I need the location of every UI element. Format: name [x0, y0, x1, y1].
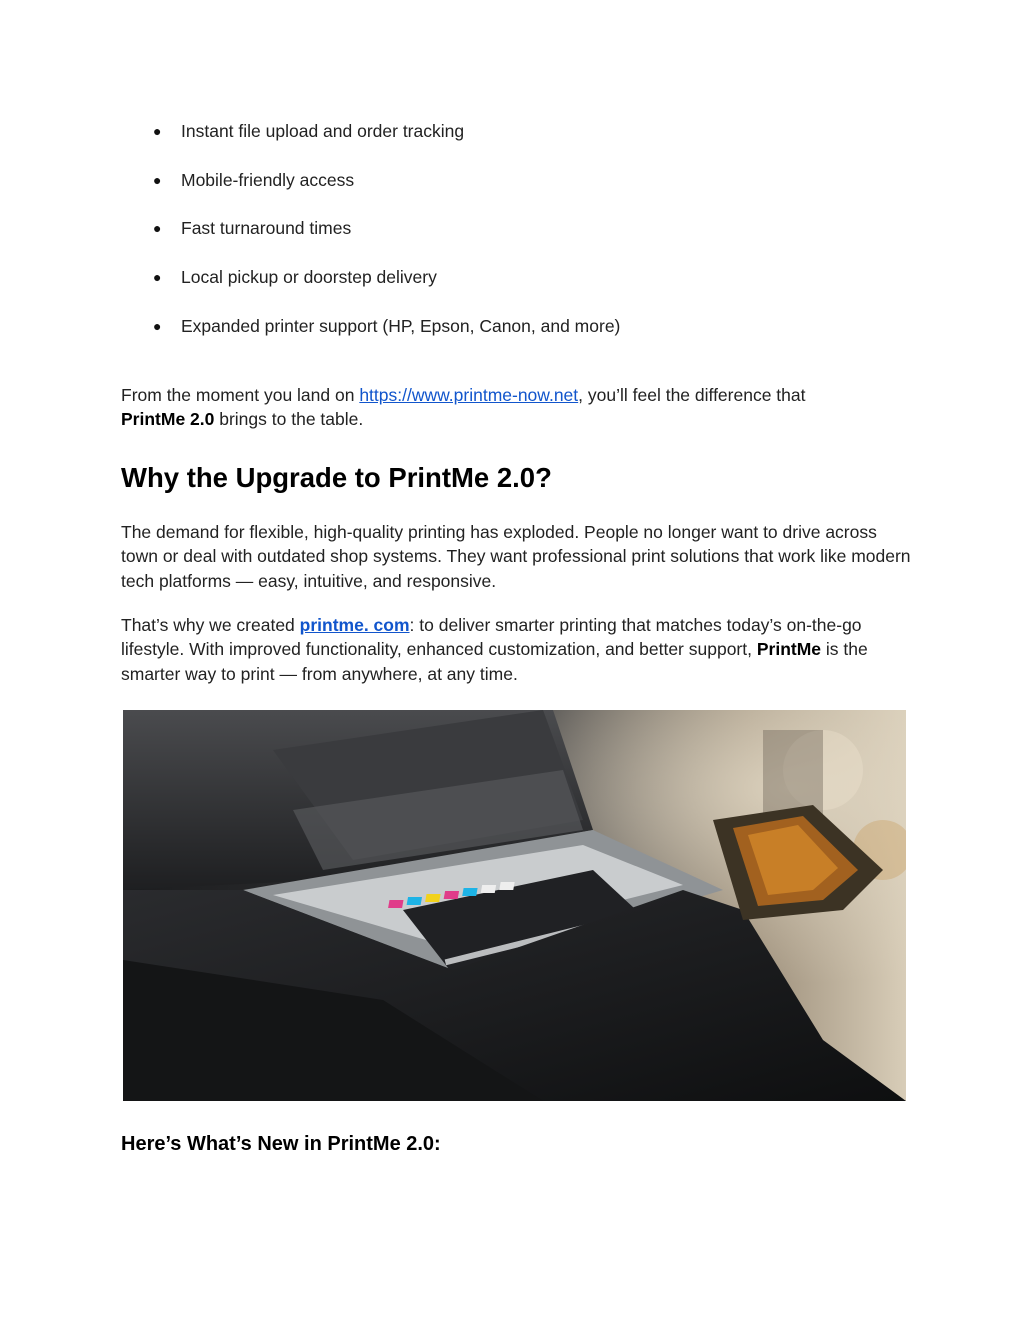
intro-text: , you’ll feel the difference that: [578, 385, 806, 405]
bullet-icon: ●: [153, 123, 162, 139]
intro-paragraph: [121, 383, 911, 432]
list-item: [153, 169, 620, 218]
feature-text: Instant file upload and order tracking: [181, 121, 465, 141]
printme-version-bold: PrintMe 2.0: [121, 409, 215, 430]
intro-text: brings to the table.: [214, 409, 364, 430]
feature-list: [153, 120, 620, 363]
demand-paragraph: The demand for flexible, high-quality printing has exploded. People no longer want to drive across town or deal with outdated shop systems. They want professional print solutions that work like modern tech platforms — easy, intuitive, and responsive.: [121, 522, 911, 591]
feature-text: Mobile-friendly access: [181, 169, 355, 190]
bullet-icon: ●: [153, 269, 162, 286]
bullet-icon: ●: [153, 171, 162, 188]
list-item: [153, 315, 620, 364]
list-item: [153, 266, 620, 315]
created-text: is the smarter way to print — from anywhere, at any time.: [121, 639, 868, 684]
printme-link[interactable]: printme. com: [299, 615, 410, 635]
printme-now-link[interactable]: https://www.printme-now.net: [359, 385, 579, 405]
feature-text: Local pickup or doorstep delivery: [181, 267, 437, 288]
feature-text: Expanded printer support (HP, Epson, Canon, and more): [181, 315, 621, 336]
upgrade-heading: Why the Upgrade to PrintMe 2.0?: [121, 462, 552, 493]
bullet-icon: ●: [153, 317, 162, 334]
printer-illustration: [123, 710, 906, 1101]
list-item: [153, 217, 620, 266]
created-text: : to deliver smarter printing that matches today’s on-the-go lifestyle. With improved functionality, enhanced customization, and better support,: [121, 615, 862, 660]
list-item: [153, 120, 620, 169]
printme-bold: PrintMe: [756, 639, 822, 660]
created-paragraph: [121, 613, 911, 686]
created-text: That’s why we created: [121, 615, 300, 635]
bullet-icon: ●: [153, 220, 162, 237]
intro-text: From the moment you land on: [121, 385, 360, 405]
whats-new-heading: Here’s What’s New in PrintMe 2.0:: [121, 1133, 441, 1155]
printer-photo: [123, 710, 906, 1101]
feature-text: Fast turnaround times: [181, 218, 352, 239]
